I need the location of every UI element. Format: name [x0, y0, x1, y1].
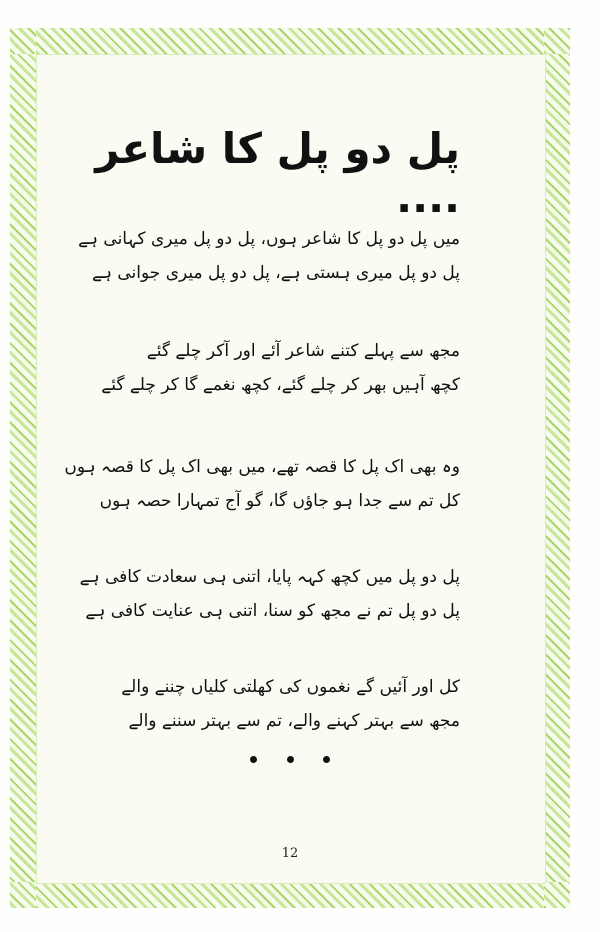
stanza-4 [79, 560, 460, 628]
poem-title: پل دو پل کا شاعر .... [95, 124, 460, 222]
three-dot-separator [250, 756, 330, 763]
verse-line: پل دو پل تم نے مجھ کو سنا، اتنی ہی عنایت کافی ہے [85, 601, 460, 621]
verse-line: پل دو پل میں کچھ کہہ پایا، اتنی ہی سعادت کافی ہے [79, 567, 460, 587]
verse-line: وہ بھی اک پل کا قصہ تھے، میں بھی اک پل کا قصہ ہوں [64, 457, 460, 477]
verse-line: مجھ سے بہتر کہنے والے، تم سے بہتر سننے والے [128, 711, 460, 731]
poem-content [60, 54, 520, 882]
page-number: 12 [281, 846, 299, 861]
stanza-1 [78, 222, 460, 290]
verse-line: کل تم سے جدا ہو جاؤں گا، گو آج تمہارا حصہ ہوں [99, 491, 460, 511]
dot-icon [287, 756, 294, 763]
stanza-2 [100, 334, 460, 402]
verse-line: مجھ سے پہلے کتنے شاعر آئے اور آکر چلے گئے [146, 341, 460, 361]
verse-line: میں پل دو پل کا شاعر ہوں، پل دو پل میری کہانی ہے [78, 229, 460, 249]
verse-line: کل اور آئیں گے نغموں کی کھلتی کلیاں چننے والے [121, 677, 460, 697]
dot-icon [323, 756, 330, 763]
verse-line: کچھ آہیں بھر کر چلے گئے، کچھ نغمے گا کر چلے گئے [101, 375, 460, 395]
stanza-3 [64, 450, 460, 518]
stanza-5 [100, 670, 460, 738]
dot-icon [250, 756, 257, 763]
verse-line: پل دو پل میری ہستی ہے، پل دو پل میری جوانی ہے [92, 263, 460, 283]
